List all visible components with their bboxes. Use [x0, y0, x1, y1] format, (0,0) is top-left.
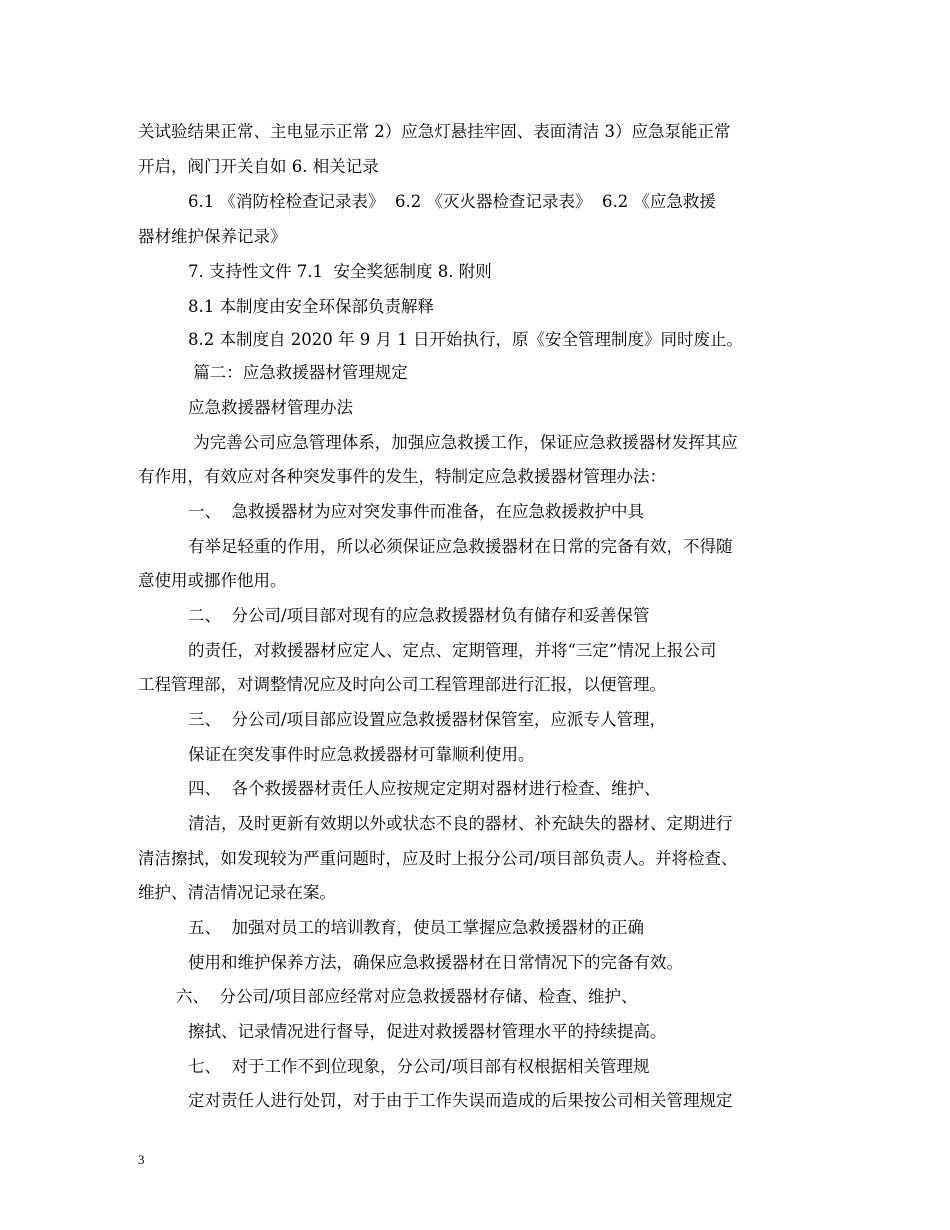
text-line: 为完善公司应急管理体系，加强应急救援工作，保证应急救援器材发挥其应	[188, 433, 738, 452]
text-line: 三、 分公司/项目部应设置应急救援器材保管室，应派专人管理，	[188, 710, 667, 729]
text-line: 一、 急救援器材为应对突发事件而准备，在应急救援救护中具	[188, 502, 644, 521]
text-line: 有举足轻重的作用，所以必须保证应急救援器材在日常的完备有效，不得随	[188, 537, 733, 556]
section-title: 应急救援器材管理办法	[188, 398, 353, 417]
text-line: 二、 分公司/项目部对现有的应急救援器材负有储存和妥善保管	[188, 606, 650, 625]
text-line: 8.1 本制度由安全环保部负责解释	[188, 297, 434, 316]
text-line: 意使用或挪作他用。	[138, 571, 287, 590]
text-line: 器材维护保养记录》	[138, 227, 287, 246]
text-line: 定对责任人进行处罚，对于由于工作失误而造成的后果按公司相关管理规定	[188, 1091, 733, 1110]
text-line: 四、 各个救援器材责任人应按规定定期对器材进行检查、维护、	[188, 779, 661, 798]
text-line: 清洁，及时更新有效期以外或状态不良的器材、补充缺失的器材、定期进行	[188, 814, 733, 833]
text-line: 8.2 本制度自 2020 年 9 月 1 日开始执行，原《安全管理制度》同时废止。	[188, 330, 743, 349]
text-line: 6.1 《消防栓检查记录表》 6.2 《灭火器检查记录表》 6.2 《应急救援	[188, 192, 716, 211]
page-number: 3	[138, 1152, 145, 1167]
section-heading: 篇二：应急救援器材管理规定	[188, 363, 408, 382]
text-line: 五、 加强对员工的培训教育，使员工掌握应急救援器材的正确	[188, 918, 644, 937]
text-line: 六、 分公司/项目部应经常对应急救援器材存储、检查、维护、	[176, 987, 638, 1006]
text-line: 7. 支持性文件 7.1 安全奖惩制度 8. 附则	[188, 262, 492, 281]
text-line: 七、 对于工作不到位现象，分公司/项目部有权根据相关管理规	[188, 1057, 650, 1076]
text-line: 清洁擦拭，如发现较为严重问题时，应及时上报分公司/项目部负责人。并将检查、	[138, 849, 738, 868]
text-line: 擦拭、记录情况进行督导，促进对救援器材管理水平的持续提高。	[188, 1022, 667, 1041]
text-line: 使用和维护保养方法，确保应急救援器材在日常情况下的完备有效。	[188, 953, 683, 972]
text-line: 维护、清洁情况记录在案。	[138, 883, 336, 902]
text-line: 开启，阀门开关自如 6. 相关记录	[138, 157, 379, 176]
text-line: 有作用，有效应对各种突发事件的发生，特制定应急救援器材管理办法：	[138, 467, 666, 486]
text-line: 保证在突发事件时应急救援器材可靠顺利使用。	[188, 745, 535, 764]
text-line: 关试验结果正常、主电显示正常 2）应急灯悬挂牢固、表面清洁 3）应急泵能正常	[138, 122, 731, 141]
text-line: 的责任，对救援器材应定人、定点、定期管理，并将“三定”情况上报公司	[188, 641, 717, 660]
text-line: 工程管理部，对调整情况应及时向公司工程管理部进行汇报，以便管理。	[138, 675, 666, 694]
